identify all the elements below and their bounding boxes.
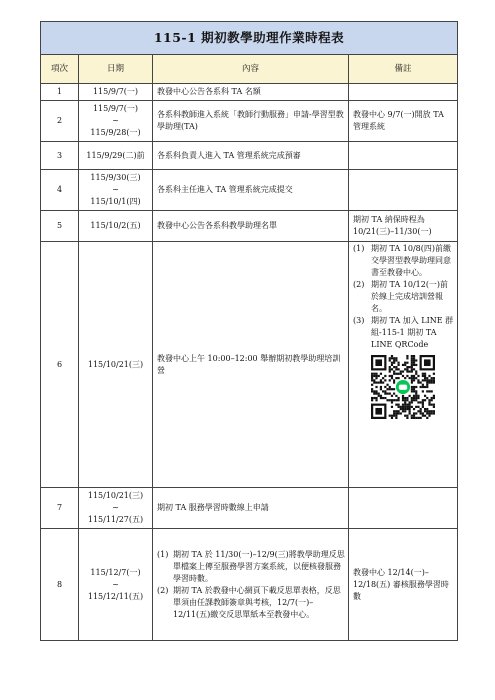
- date-line: 115/9/29(二)前: [86, 150, 145, 160]
- cell-remark: 教發中心 9/7(一)開放 TA 管理系統: [349, 101, 458, 142]
- date-line: 115/9/7(一): [92, 87, 139, 96]
- table-row: [41, 170, 458, 211]
- header-row: [41, 55, 458, 84]
- date-line: ~: [112, 185, 119, 194]
- header-remark: 備註: [349, 55, 458, 84]
- cell-no: 5: [41, 211, 79, 242]
- date-line: ~: [112, 579, 119, 589]
- list-item: [353, 243, 454, 279]
- cell-remark: [349, 142, 458, 170]
- date-line: ~: [112, 503, 119, 512]
- date-line: 115/10/1(四): [90, 197, 141, 206]
- table-row: [41, 529, 458, 641]
- cell-no: 6: [41, 242, 79, 488]
- date-line: ~: [112, 116, 119, 125]
- schedule-table: [40, 21, 458, 641]
- date-line: 115/9/7(一): [92, 104, 139, 113]
- table-row: [41, 101, 458, 142]
- date-line: 115/10/21(三): [87, 491, 144, 500]
- list-marker: (2): [157, 585, 169, 595]
- table-row: [41, 242, 458, 488]
- date-line: 115/9/28(一): [90, 128, 141, 137]
- table-body: [41, 84, 458, 641]
- list-item: [157, 585, 345, 621]
- list-text: 期初 TA 10/12(一)前於線上完成培訓營報名。: [371, 280, 449, 313]
- list-item: [157, 549, 345, 585]
- cell-remark: [349, 242, 458, 488]
- list-item: [353, 315, 454, 351]
- header-content: 內容: [153, 55, 349, 84]
- cell-date: [79, 170, 153, 211]
- cell-content: 教發中心公告各系科 TA 名額: [153, 84, 349, 101]
- cell-remark: 教發中心 12/14(一)–12/18(五) 審核服務學習時數: [349, 529, 458, 641]
- list-text: 期初 TA 10/8(四)前繳交學習型教學助理同意書至教發中心。: [371, 244, 451, 277]
- list-marker: (3): [353, 316, 365, 325]
- header-date: 日期: [79, 55, 153, 84]
- cell-no: 2: [41, 101, 79, 142]
- cell-content: 各系科主任進入 TA 管理系統完成提交: [153, 170, 349, 211]
- date-line: 115/10/2(五): [90, 221, 141, 230]
- cell-remark: 期初 TA 納保時程為 10/21(三)–11/30(一): [349, 211, 458, 242]
- remark-list: [353, 243, 454, 351]
- cell-remark: [349, 170, 458, 211]
- cell-date: [79, 529, 153, 641]
- table-row: [41, 488, 458, 529]
- table-row: [41, 211, 458, 242]
- cell-content: 期初 TA 服務學習時數線上申請: [153, 488, 349, 529]
- cell-content: 教發中心上午 10:00–12:00 舉辦期初教學助理培訓營: [153, 242, 349, 488]
- cell-no: 7: [41, 488, 79, 529]
- cell-remark: [349, 488, 458, 529]
- header-no: 項次: [41, 55, 79, 84]
- schedule-document: [40, 21, 457, 641]
- cell-date: [79, 142, 153, 170]
- cell-no: 4: [41, 170, 79, 211]
- cell-content: 各系科教師進入系統「教師行動服務」申請-學習型教學助理(TA): [153, 101, 349, 142]
- line-qrcode-icon: [371, 355, 435, 419]
- list-text: 期初 TA 於教發中心網頁下載反思單表格，反思單須由任課教師簽章與考核，12/7(一)–12/11(五)繳交反思單紙本至教發中心。: [173, 585, 341, 619]
- cell-no: 1: [41, 84, 79, 101]
- date-line: 115/12/7(一): [90, 567, 141, 577]
- cell-date: [79, 211, 153, 242]
- list-marker: (1): [353, 244, 365, 253]
- list-marker: (2): [353, 280, 365, 289]
- cell-date: [79, 242, 153, 488]
- cell-date: [79, 84, 153, 101]
- cell-no: 8: [41, 529, 79, 641]
- content-list: [157, 549, 345, 621]
- list-item: [353, 279, 454, 315]
- table-title: 115-1 期初教學助理作業時程表: [41, 22, 458, 55]
- date-line: 115/12/11(五): [87, 591, 144, 601]
- date-line: 115/11/27(五): [87, 515, 144, 524]
- table-row: [41, 142, 458, 170]
- cell-content: 各系科負責人進入 TA 管理系統完成預審: [153, 142, 349, 170]
- cell-date: [79, 101, 153, 142]
- list-text: 期初 TA 加入 LINE 群組-115-1 期初 TA LINE QRCode: [371, 316, 454, 349]
- list-text: 期初 TA 於 11/30(一)–12/9(三)將教學助理反思單檔案上傳至服務學習方案系統，以便核發服務學習時數。: [173, 549, 345, 583]
- cell-no: 3: [41, 142, 79, 170]
- list-marker: (1): [157, 549, 169, 559]
- date-line: 115/9/30(三): [90, 173, 141, 182]
- cell-content: [153, 529, 349, 641]
- cell-date: [79, 488, 153, 529]
- table-row: [41, 84, 458, 101]
- cell-remark: [349, 84, 458, 101]
- date-line: 115/10/21(三): [87, 359, 144, 369]
- cell-content: 教發中心公告各系科教學助理名單: [153, 211, 349, 242]
